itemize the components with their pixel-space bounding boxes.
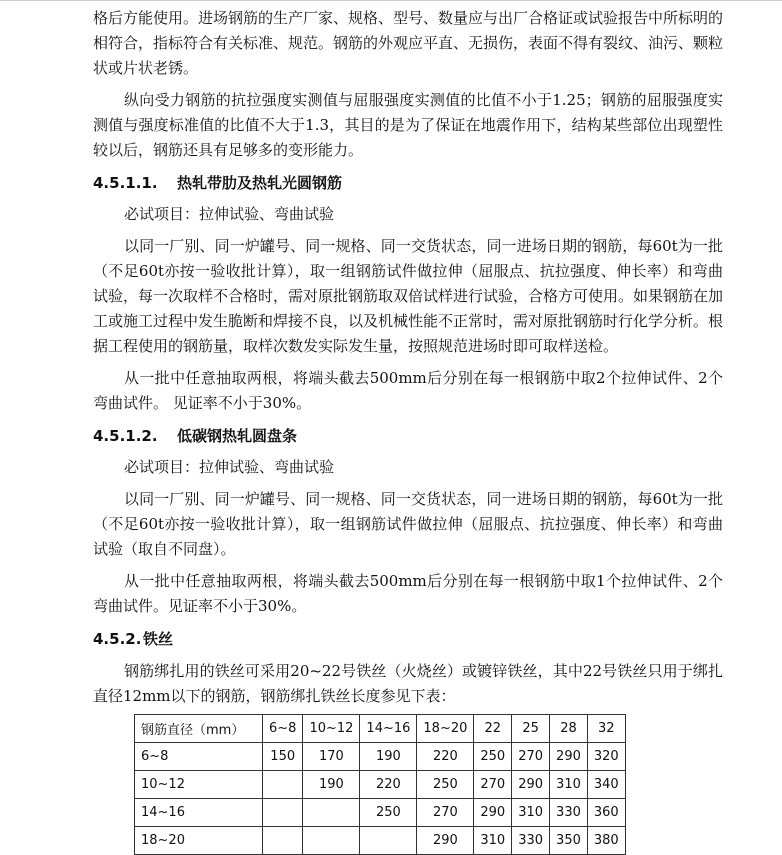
table-cell: 10~12 [303, 715, 360, 743]
paragraph-strength-ratio: 纵向受力钢筋的抗拉强度实测值与屈服强度实测值的比值不小于1.25；钢筋的屈服强度实测值与强度标准值的比值不大于1.3，其目的是为了保证在地震作用下，结构某些部位出现塑性较以后，钢筋还具有足够多的变形能力。 [93, 91, 723, 159]
table-row [135, 743, 626, 771]
table-cell: 170 [303, 743, 360, 771]
table-cell [263, 799, 303, 827]
table-cell: 310 [512, 799, 550, 827]
table-cell: 6~8 [135, 743, 263, 771]
table-cell [263, 827, 303, 855]
table-cell: 18~20 [417, 715, 474, 743]
paragraph-acceptance: 格后方能使用。进场钢筋的生产厂家、规格、型号、数量应与出厂合格证或试验报告中所标明的相符合，指标符合有关标准、规范。钢筋的外观应平直、无损伤，表面不得有裂纹、油污、颗粒状或片状老锈。 [93, 9, 724, 77]
table-cell: 150 [263, 743, 303, 771]
section-title: 热轧带肋及热轧光圆钢筋 [177, 174, 343, 192]
section-number: 4.5.1.1. [93, 174, 158, 192]
table-cell: 18~20 [135, 827, 263, 855]
paragraph-sampling: 从一批中任意抽取两根，将端头截去500mm后分别在每一根钢筋中取2个拉伸试件、2个弯曲试件。 见证率不小于30%。 [93, 369, 723, 412]
section-4-5-2 [93, 627, 723, 709]
table-cell: 220 [360, 771, 417, 799]
table-header-row [135, 715, 626, 743]
table-row [135, 827, 626, 855]
table-cell: 250 [360, 799, 417, 827]
table-row [135, 799, 626, 827]
table-cell: 14~16 [360, 715, 417, 743]
table-cell: 350 [550, 827, 588, 855]
section-number: 4.5.2. [93, 630, 142, 648]
table-cell: 6~8 [263, 715, 303, 743]
section-heading [93, 171, 723, 196]
table-cell: 290 [474, 799, 512, 827]
table-cell: 270 [474, 771, 512, 799]
table-cell: 340 [587, 771, 625, 799]
tie-wire-length-table [134, 714, 626, 855]
table-cell: 270 [417, 799, 474, 827]
table-cell: 310 [474, 827, 512, 855]
page-top-border [0, 0, 782, 1]
table-cell: 220 [417, 743, 474, 771]
table-cell: 320 [587, 743, 625, 771]
section-title: 铁丝 [143, 630, 174, 648]
table-cell: 360 [587, 799, 625, 827]
table-cell [303, 827, 360, 855]
table-cell: 250 [474, 743, 512, 771]
table-cell: 190 [360, 743, 417, 771]
section-number: 4.5.1.2. [93, 427, 158, 445]
section-heading [93, 424, 723, 449]
table-cell: 22 [474, 715, 512, 743]
table-cell: 290 [550, 743, 588, 771]
section-4-5-1-2 [93, 424, 723, 619]
table-cell [360, 827, 417, 855]
table-cell: 32 [587, 715, 625, 743]
table-cell: 钢筋直径（mm） [135, 715, 263, 743]
table-cell: 330 [550, 799, 588, 827]
required-tests: 必试项目：拉伸试验、弯曲试验 [124, 205, 335, 223]
table-cell: 330 [512, 827, 550, 855]
table-cell: 290 [417, 827, 474, 855]
paragraph-batch-rule: 以同一厂别、同一炉罐号、同一规格、同一交货状态，同一进场日期的钢筋，每60t为一批（不足60t亦按一验收批计算），取一组钢筋试件做拉伸（屈服点、抗拉强度、伸长率）和弯曲试验（取自不同盘）。 [93, 490, 723, 558]
required-tests: 必试项目：拉伸试验、弯曲试验 [124, 458, 335, 476]
table-cell: 250 [417, 771, 474, 799]
section-4-5-1-1 [93, 171, 723, 416]
paragraph-tie-wire: 钢筋绑扎用的铁丝可采用20~22号铁丝（火烧丝）或镀锌铁丝，其中22号铁丝只用于绑扎直径12mm以下的钢筋，钢筋绑扎铁丝长度参见下表： [93, 662, 723, 705]
paragraph-sampling: 从一批中任意抽取两根，将端头截去500mm后分别在每一根钢筋中取1个拉伸试件、2个弯曲试件。见证率不小于30%。 [93, 572, 723, 615]
table-cell: 10~12 [135, 771, 263, 799]
table-cell: 290 [512, 771, 550, 799]
table-cell: 380 [587, 827, 625, 855]
table-cell: 28 [550, 715, 588, 743]
table-cell [263, 771, 303, 799]
section-title: 低碳钢热轧圆盘条 [177, 427, 298, 445]
table-cell: 190 [303, 771, 360, 799]
document-body [93, 6, 723, 709]
table-cell: 270 [512, 743, 550, 771]
table-row [135, 771, 626, 799]
table-cell: 310 [550, 771, 588, 799]
paragraph-batch-rule: 以同一厂别、同一炉罐号、同一规格、同一交货状态，同一进场日期的钢筋，每60t为一批（不足60t亦按一验收批计算），取一组钢筋试件做拉伸（屈服点、抗拉强度、伸长率）和弯曲试验，每一次取样不合格时，需对原批钢筋取双倍试样进行试验，合格方可使用。如果钢筋在加工或施工过程中发生脆断和焊接不良，以及机械性能不正常时，需对原批钢筋时行化学分析。根据工程使用的钢筋量，取样次数发实际发生量，按照规范进场时即可取样送检。 [93, 237, 724, 355]
table-cell: 14~16 [135, 799, 263, 827]
table-cell [303, 799, 360, 827]
table-cell: 25 [512, 715, 550, 743]
section-heading [93, 627, 723, 652]
